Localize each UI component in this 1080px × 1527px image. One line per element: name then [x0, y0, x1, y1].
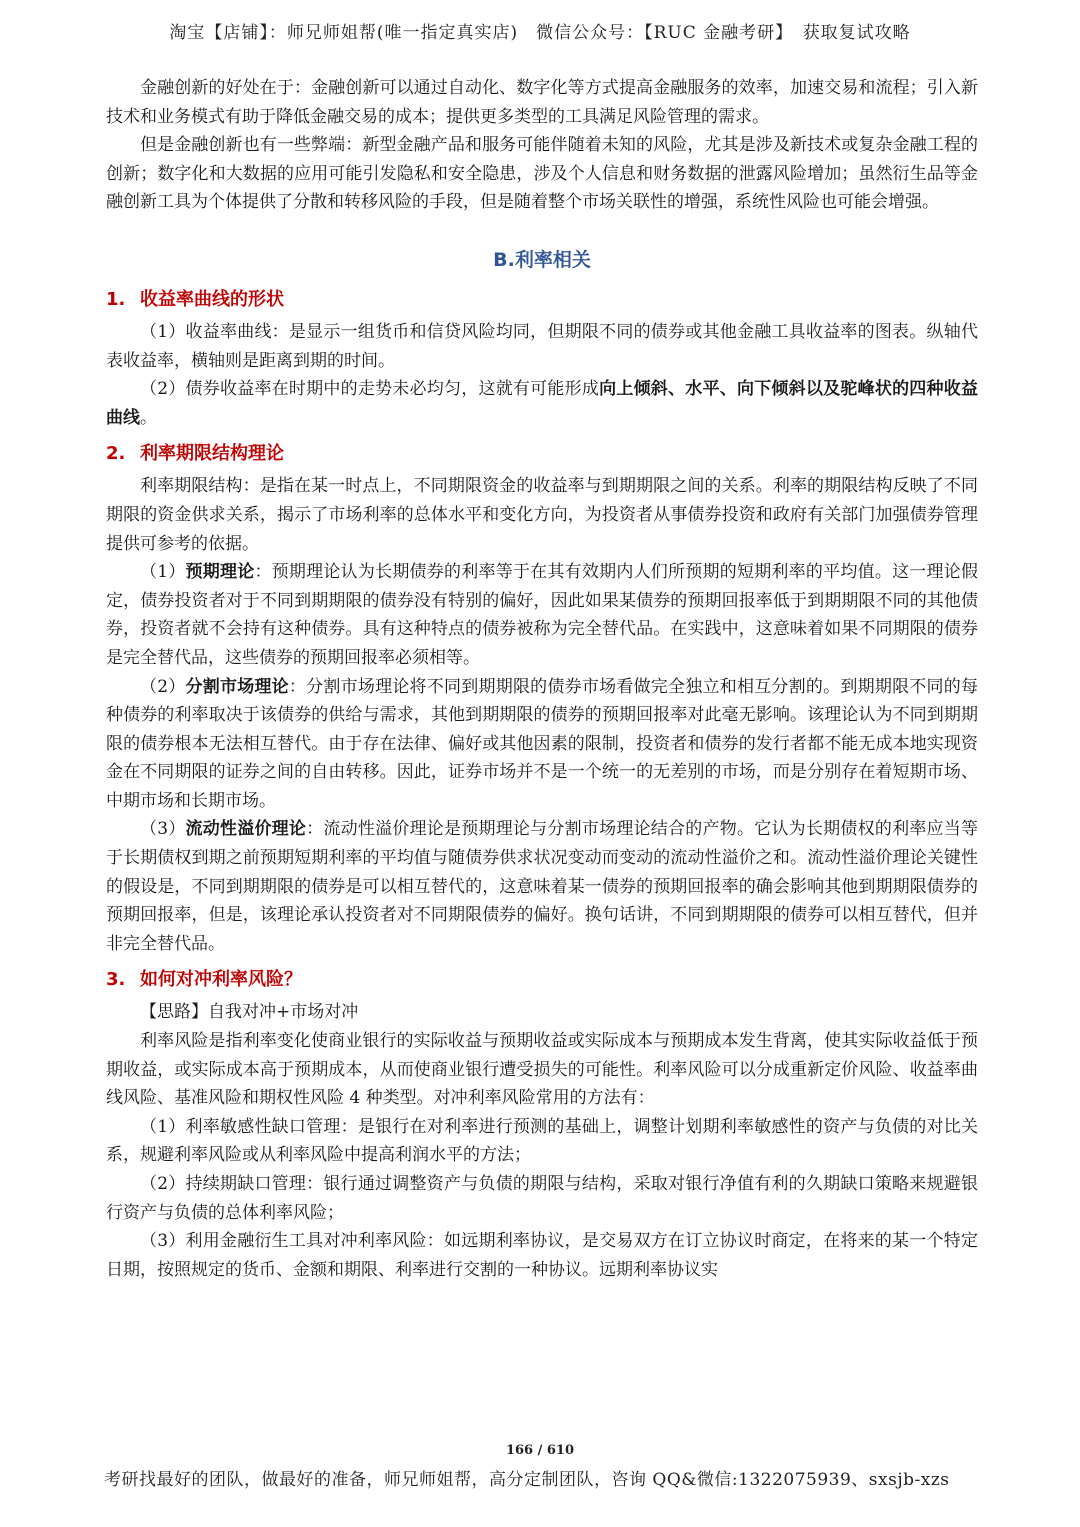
bold-run: 流动性溢价理论	[185, 819, 307, 840]
question-title: 利率期限结构理论	[140, 443, 284, 465]
bold-run: 预期理论	[185, 562, 255, 583]
question-title: 收益率曲线的形状	[140, 288, 284, 310]
method-duration-gap: （2）持续期缺口管理：银行通过调整资产与负债的期限与结构，采取对银行净值有利的久期缺口策略来规避银行资产与负债的总体利率风险；	[106, 1174, 978, 1223]
bold-run: 向上倾斜、水平、向下倾斜以及驼峰状的四种收益曲线	[106, 379, 978, 428]
text-run: ：分割市场理论将不同到期期限的债券市场看做完全独立和相互分割的。到期期限不同的每种债券的利率取决于该债券的供给与需求，其他到期期限的债券的预期回报率对此毫无影响。该理论认为不同到期期限的债券根本无法相互替代。由于存在法律、偏好或其他因素的限制，投资者和债券的发行者都不能无成本地实现资金在不同期限的证券之间的自由转移。因此，证券市场并不是一个统一的无差别的市场，而是分别存在着短期市场、中期市场和长期市场。	[106, 676, 978, 811]
bold-run: 分割市场理论	[185, 676, 289, 697]
text-run: 。	[140, 407, 157, 428]
text-run: ：预期理论认为长期债券的利率等于在其有效期内人们所预期的短期利率的平均值。这一理论假定，债券投资者对于不同到期期限的债券没有特别的偏好，因此如果某债券的预期回报率低于到期期限不同的其他债券，投资者就不会持有这种债券。具有这种特点的债券被称为完全替代品。在实践中，这意味着如果不同期限的债券是完全替代品，这些债券的预期回报率必须相等。	[106, 562, 978, 668]
question-number: 3.	[106, 969, 126, 991]
text-run: （1）	[140, 562, 186, 583]
yield-curve-shapes	[106, 375, 978, 432]
liquidity-premium-theory	[106, 815, 978, 958]
question-heading-3	[106, 966, 978, 994]
yield-curve-definition: （1）收益率曲线：是显示一组货币和信贷风险均同，但期限不同的债券或其他金融工具收益率的图表。纵轴代表收益率，横轴则是距离到期的时间。	[106, 321, 978, 371]
page-number: 166 / 610	[505, 1443, 575, 1458]
section-title: B.利率相关	[493, 248, 591, 271]
question-number: 2.	[106, 443, 126, 465]
text-run: （3）	[140, 819, 186, 840]
intro-paragraph-benefits: 金融创新的好处在于：金融创新可以通过自动化、数字化等方式提高金融服务的效率，加速交易和流程；引入新技术和业务模式有助于降低金融交易的成本；提供更多类型的工具满足风险管理的需求。	[106, 78, 978, 127]
segmented-market-theory	[106, 673, 978, 816]
expectations-theory	[106, 558, 978, 672]
page-footer: 考研找最好的团队，做最好的准备，师兄师姐帮，高分定制团队，咨询 QQ&微信:1322075939、sxsjb-xzs	[104, 1470, 950, 1490]
page-header: 淘宝【店铺】：师兄师姐帮(唯一指定真实店) 微信公众号：【RUC 金融考研】 获取复试攻略	[169, 23, 911, 43]
method-gap-management: （1）利率敏感性缺口管理：是银行在对利率进行预测的基础上，调整计划期利率敏感性的资产与负债的对比关系，规避利率风险或从利率风险中提高利润水平的方法；	[106, 1116, 978, 1166]
question-title: 如何对冲利率风险？	[140, 969, 302, 991]
interest-rate-risk-definition: 利率风险是指利率变化使商业银行的实际收益与预期收益或实际成本与预期成本发生背离，使其实际收益低于预期收益，或实际成本高于预期成本，从而使商业银行遭受损失的可能性。利率风险可以分成重新定价风险、收益率曲线风险、基准风险和期权性风险 4 种类型。对冲利率风险常用的方法有：	[106, 1031, 978, 1109]
question-heading-2	[106, 440, 978, 468]
intro-paragraph-drawbacks: 但是金融创新也有一些弊端：新型金融产品和服务可能伴随着未知的风险，尤其是涉及新技术或复杂金融工程的创新；数字化和大数据的应用可能引发隐私和安全隐患，涉及个人信息和财务数据的泄露风险增加；虽然衍生品等金融创新工具为个体提供了分散和转移风险的手段，但是随着整个市场关联性的增强，系统性风险也可能会增强。	[106, 135, 978, 213]
page-body	[106, 74, 978, 1284]
text-run: （2）	[140, 676, 186, 697]
method-derivatives: （3）利用金融衍生工具对冲利率风险：如远期利率协议，是交易双方在订立协议时商定，在将来的某一个特定日期，按照规定的货币、金额和期限、利率进行交割的一种协议。远期利率协议实	[106, 1231, 978, 1280]
term-structure-definition: 利率期限结构：是指在某一时点上，不同期限资金的收益率与到期期限之间的关系。利率的期限结构反映了不同期限的资金供求关系，揭示了市场利率的总体水平和变化方向，为投资者从事债券投资和政府有关部门加强债券管理提供可参考的依据。	[106, 476, 978, 554]
text-run: ：流动性溢价理论是预期理论与分割市场理论结合的产物。它认为长期债权的利率应当等于长期债权到期之前预期短期利率的平均值与随债券供求状况变动而变动的流动性溢价之和。流动性溢价理论关键性的假设是，不同到期期限的债券是可以相互替代的，这意味着某一债券的预期回报率的确会影响其他到期期限债券的预期回报率，但是，该理论承认投资者对不同期限债券的偏好。换句话讲，不同到期期限的债券可以相互替代，但并非完全替代品。	[106, 819, 978, 954]
question-heading-1	[106, 286, 978, 314]
answer-idea: 【思路】自我对冲+市场对冲	[140, 1002, 359, 1023]
text-run: （2）债券收益率在时期中的走势未必均匀，这就有可能形成	[140, 379, 600, 400]
question-number: 1.	[106, 288, 126, 310]
